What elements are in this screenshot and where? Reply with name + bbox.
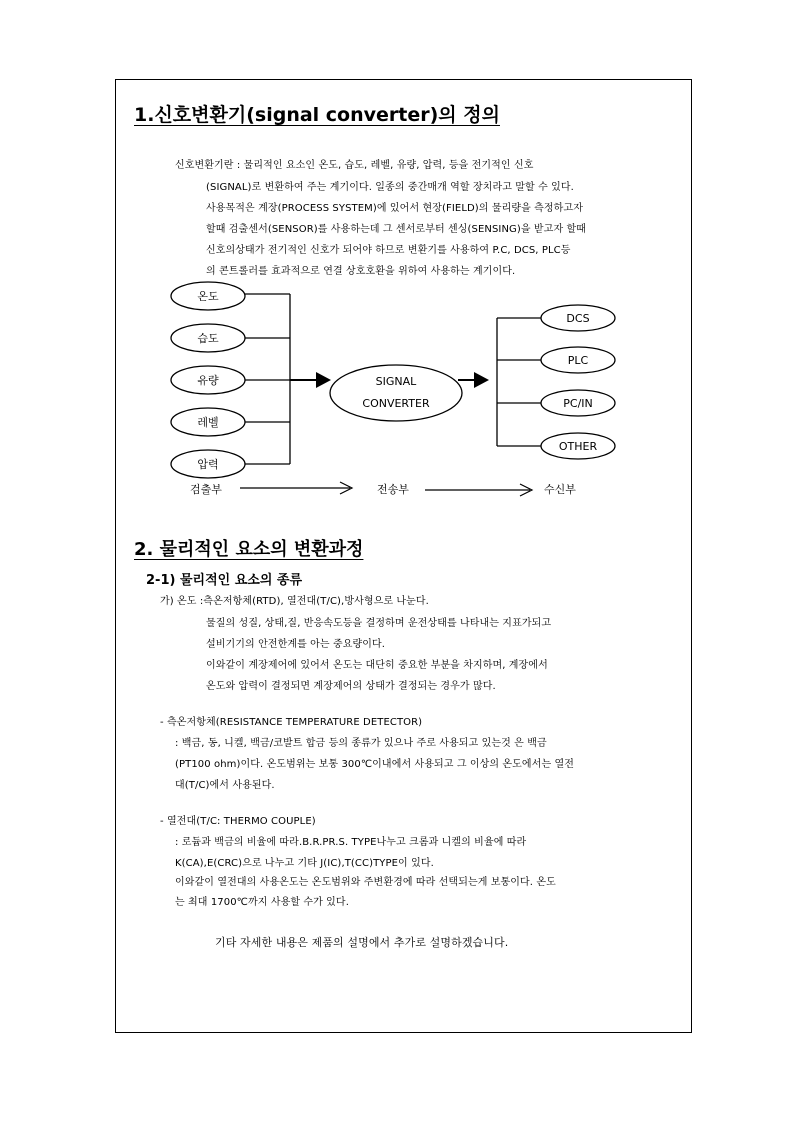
para-line: (SIGNAL)로 변환하여 주는 계기이다. 일종의 중간매개 역할 장치라고 말할 수 있다.	[206, 182, 574, 193]
item-ga: 가) 온도 :측온저항체(RTD), 열전대(T/C),방사형으로 나눈다.	[160, 596, 429, 607]
para-line: 의 콘트롤러를 효과적으로 연결 상호호환을 위하여 사용하는 계기이다.	[206, 266, 516, 277]
section1-title: 1.신호변환기(signal converter)의 정의	[134, 104, 500, 126]
para-line: 사용목적은 계장(PROCESS SYSTEM)에 있어서 현장(FIELD)의 물리량을 측정하고자	[206, 203, 583, 214]
input-label: 레벨	[197, 416, 219, 429]
input-label: 유량	[197, 374, 219, 387]
converter-ellipse	[330, 365, 462, 421]
para-line: K(CA),E(CRC)으로 나누고 기타 J(IC),T(CC)TYPE이 있다.	[175, 858, 434, 869]
para-line: 물질의 성질, 상태,질, 반응속도등을 결정하며 운전상태를 나타내는 지표가되고	[206, 618, 552, 629]
para-line: 신호의상태가 전기적인 신호가 되어야 하므로 변환기를 사용하여 P.C, DCS, PLC등	[206, 245, 571, 256]
closing-note: 기타 자세한 내용은 제품의 설명에서 추가로 설명하겠습니다.	[215, 936, 509, 949]
stage-label: 검출부	[190, 483, 222, 496]
para-line: 할때 검출센서(SENSOR)를 사용하는데 그 센서로부터 센싱(SENSING)을 받고자 할때	[206, 224, 587, 235]
para-line: 이와같이 열전대의 사용온도는 온도범위와 주변환경에 따라 선택되는게 보통이다. 온도	[175, 877, 556, 888]
para-line: 설비기기의 안전한계를 아는 중요량이다.	[206, 639, 386, 650]
stage-label: 전송부	[377, 483, 409, 496]
input-label: 압력	[197, 458, 219, 471]
stage-label: 수신부	[544, 483, 576, 496]
tc-title: - 열전대(T/C: THERMO COUPLE)	[160, 816, 316, 827]
input-label: 온도	[197, 290, 219, 303]
converter-label-1: SIGNAL	[375, 375, 417, 388]
para-line: (PT100 ohm)이다. 온도범위는 보통 300℃이내에서 사용되고 그 이상의 온도에서는 열전	[175, 759, 575, 770]
signal-flow-diagram	[0, 0, 793, 520]
output-label: PLC	[567, 354, 589, 367]
section2-subtitle: 2-1) 물리적인 요소의 종류	[146, 573, 303, 588]
section2-title: 2. 물리적인 요소의 변환과정	[134, 539, 364, 560]
para-line: : 백금, 동, 니켈, 백금/코발트 합금 등의 종류가 있으나 주로 사용되고 있는것 은 백금	[175, 738, 547, 749]
para-line: 대(T/C)에서 사용된다.	[175, 780, 275, 791]
input-label: 습도	[197, 332, 219, 345]
rtd-title: - 측온저항체(RESISTANCE TEMPERATURE DETECTOR)	[160, 717, 423, 728]
output-label: DCS	[566, 312, 590, 325]
para-line: : 로듐과 백금의 비율에 따라.B.R.PR.S. TYPE나누고 크롬과 니켈의 비율에 따라	[175, 837, 527, 848]
para-line: 온도와 압력이 결정되면 계장제어의 상태가 결정되는 경우가 많다.	[206, 681, 496, 692]
para-line: 신호변환기란 : 물리적인 요소인 온도, 습도, 레벨, 유량, 압력, 등을 전기적인 신호	[175, 160, 534, 171]
output-label: PC/IN	[563, 397, 593, 410]
para-line: 이와같이 계장제어에 있어서 온도는 대단히 중요한 부분을 차지하며, 계장에서	[206, 660, 548, 671]
para-line: 는 최대 1700℃까지 사용할 수가 있다.	[175, 897, 349, 908]
output-label: OTHER	[558, 440, 598, 453]
converter-label-2: CONVERTER	[362, 397, 430, 410]
